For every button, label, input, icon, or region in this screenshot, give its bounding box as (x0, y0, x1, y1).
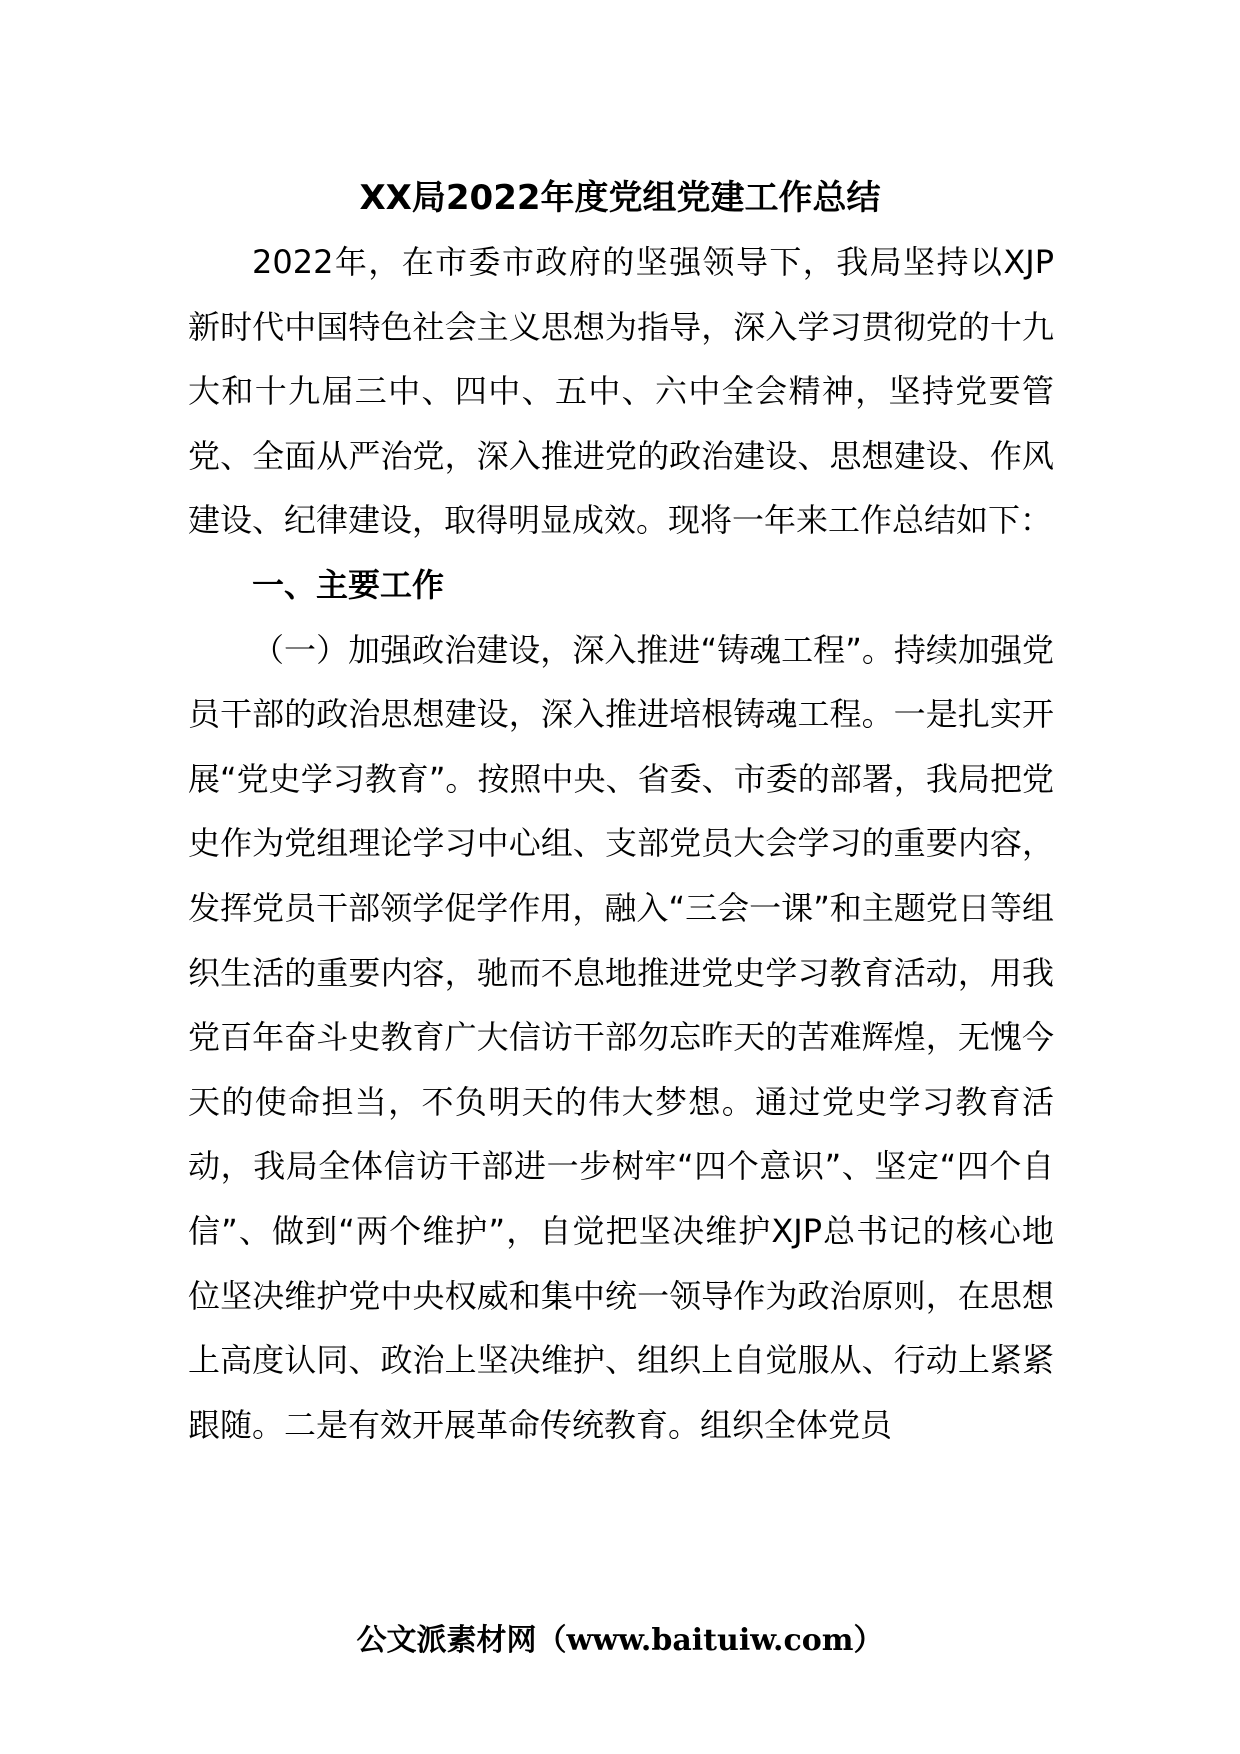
document-title: XX局2022年度党组党建工作总结 (359, 178, 881, 218)
intro-paragraph: 2022年，在市委市政府的坚强领导下，我局坚持以XJP新时代中国特色社会主义思想为指导，深入学习贯彻党的十九大和十九届三中、四中、五中、六中全会精神，坚持党要管党、全面从严治党，深入推进党的政治建设、思想建设、作风建设、纪律建设，取得明显成效。现将一年来工作总结如下： (188, 243, 1054, 540)
document-body (188, 230, 1054, 1457)
section-heading: 一、主要工作 (252, 565, 445, 604)
footer-watermark: 公文派素材网（www.baituiw.com） (356, 1623, 884, 1658)
section-paragraph: （一）加强政治建设，深入推进“铸魂工程”。持续加强党员干部的政治思想建设，深入推进培根铸魂工程。一是扎实开展“党史学习教育”。按照中央、省委、市委的部署，我局把党史作为党组理论学习中心组、支部党员大会学习的重要内容，发挥党员干部领学促学作用，融入“三会一课”和主题党日等组织生活的重要内容，驰而不息地推进党史学习教育活动，用我党百年奋斗史教育广大信访干部勿忘昨天的苦难辉煌，无愧今天的使命担当，不负明天的伟大梦想。通过党史学习教育活动，我局全体信访干部进一步树牢“四个意识”、坚定“四个自信”、做到“两个维护”，自觉把坚决维护XJP总书记的核心地位坚决维护党中央权威和集中统一领导作为政治原则，在思想上高度认同、政治上坚决维护、组织上自觉服从、行动上紧紧跟随。二是有效开展革命传统教育。组织全体党员 (188, 630, 1054, 1444)
